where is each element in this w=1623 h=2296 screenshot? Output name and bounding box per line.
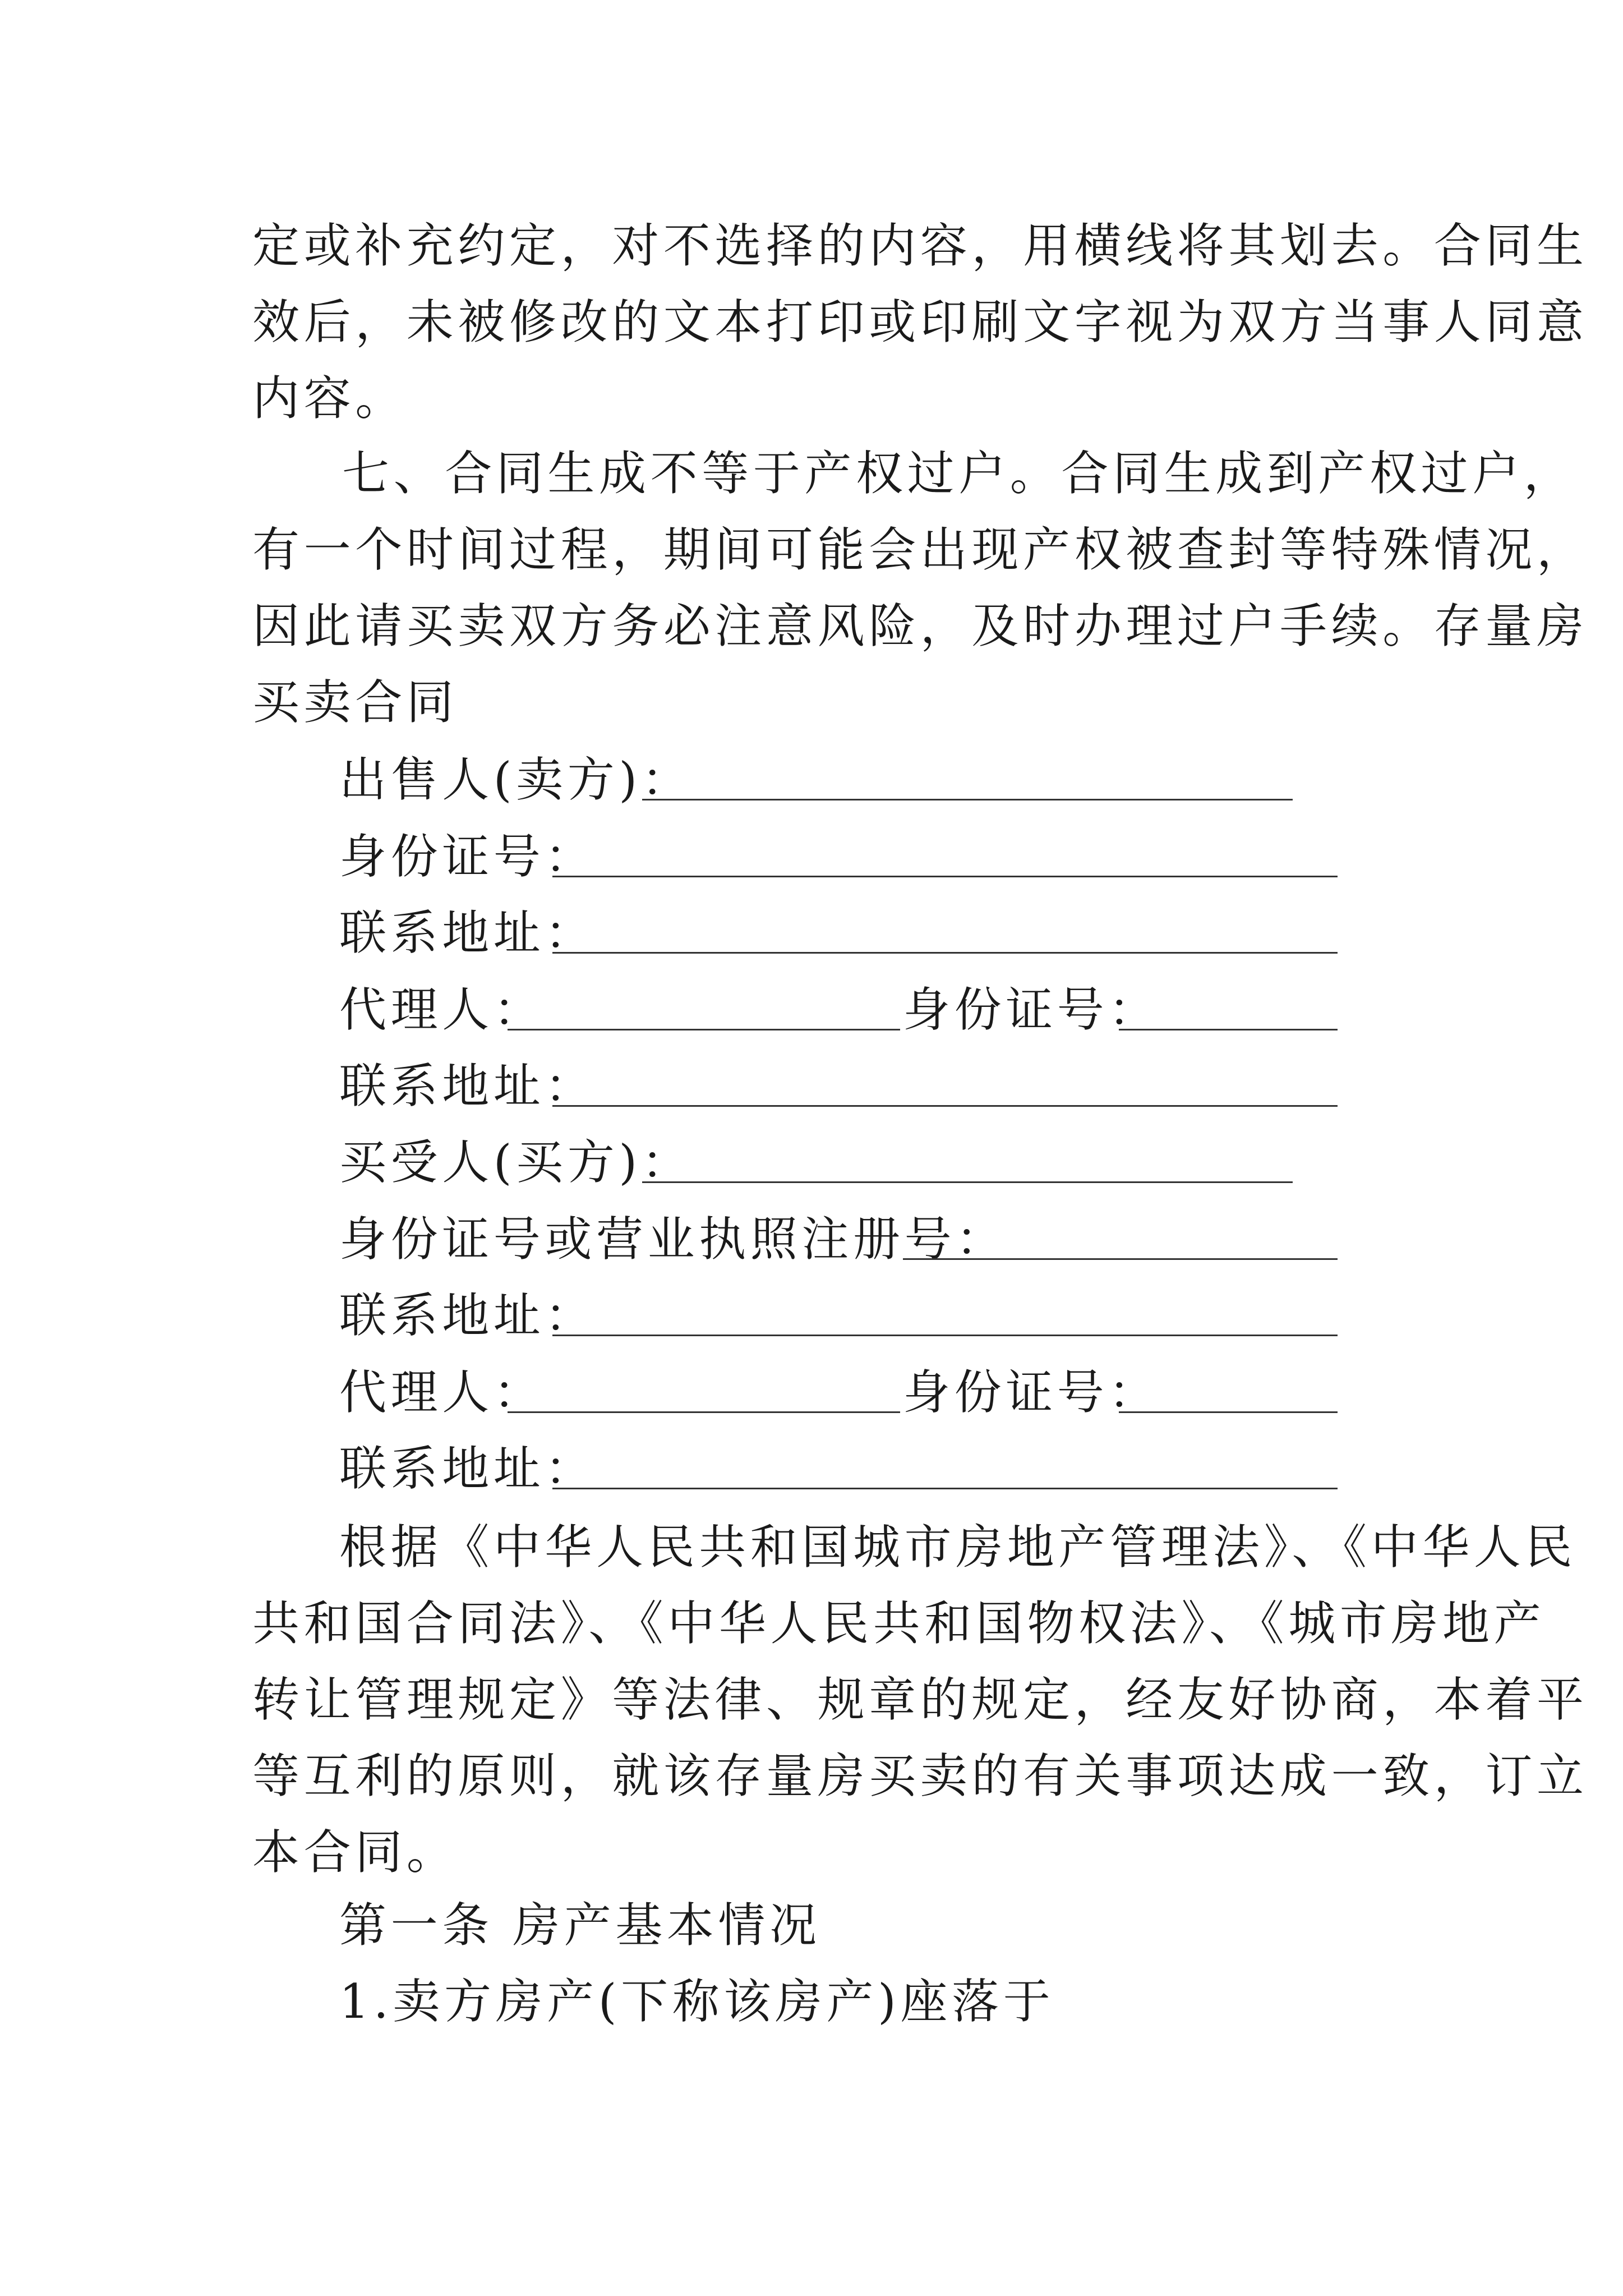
clause-7-line: 买卖合同 (252, 675, 458, 730)
seller-agent-address-label: 联系地址： (339, 1059, 597, 1114)
seller-agent-blank (508, 1029, 900, 1030)
legal-basis-line: 转让管理规定》等法律、规章的规定，经友好协商，本着平 (252, 1672, 1588, 1727)
legal-basis-line: 共和国合同法》、《中华人民共和国物权法》、《城市房地产 (252, 1596, 1546, 1651)
seller-agent-label: 代理人： (339, 982, 545, 1037)
seller-agent-address-blank (552, 1105, 1338, 1107)
seller-id-blank (552, 876, 1338, 877)
buyer-agent-address-blank (552, 1488, 1338, 1489)
seller-id-label: 身份证号： (339, 829, 597, 884)
seller-address-label: 联系地址： (339, 905, 597, 960)
seller-label: 出售人(卖方)： (339, 752, 693, 807)
legal-basis-line: 根据《中华人民共和国城市房地产管理法》、《中华人民 (339, 1520, 1577, 1575)
intro-line: 效后，未被修改的文本打印或印刷文字视为双方当事人同意 (252, 295, 1588, 349)
seller-agent-id-label: 身份证号： (903, 982, 1160, 1037)
clause-7-paragraph (252, 435, 1588, 740)
clause-7-line: 因此请买卖双方务必注意风险，及时办理过户手续。存量房 (252, 599, 1588, 654)
seller-address-blank (552, 952, 1338, 954)
article-1-title: 第一条 房产基本情况 (339, 1898, 821, 1953)
seller-agent-id-blank (1119, 1029, 1338, 1030)
buyer-blank (642, 1181, 1293, 1183)
legal-basis-paragraph (252, 1509, 1588, 1890)
buyer-agent-id-blank (1119, 1411, 1338, 1413)
buyer-id-label: 身份证号或营业执照注册号： (339, 1212, 1007, 1267)
article-1-item-1: 1.卖方房产(下称该房产)座落于 (339, 1974, 1055, 2029)
buyer-label: 买受人(买方)： (339, 1135, 693, 1190)
intro-paragraph (252, 208, 1588, 436)
buyer-agent-id-label: 身份证号： (903, 1365, 1160, 1420)
clause-7-line: 有一个时间过程，期间可能会出现产权被查封等特殊情况， (252, 522, 1588, 577)
buyer-agent-address-label: 联系地址： (339, 1441, 597, 1496)
intro-line: 内容。 (252, 371, 407, 426)
buyer-address-label: 联系地址： (339, 1288, 597, 1343)
buyer-address-blank (552, 1335, 1338, 1336)
legal-basis-line: 等互利的原则，就该存量房买卖的有关事项达成一致，订立 (252, 1749, 1588, 1803)
intro-line: 定或补充约定，对不选择的内容，用横线将其划去。合同生 (252, 218, 1588, 273)
seller-blank (642, 799, 1293, 800)
clause-7-line: 七、合同生成不等于产权过户。合同生成到产权过户， (342, 446, 1575, 501)
buyer-agent-blank (508, 1411, 900, 1413)
buyer-agent-label: 代理人： (339, 1365, 545, 1420)
buyer-id-blank (903, 1258, 1338, 1260)
legal-basis-line: 本合同。 (252, 1825, 458, 1880)
